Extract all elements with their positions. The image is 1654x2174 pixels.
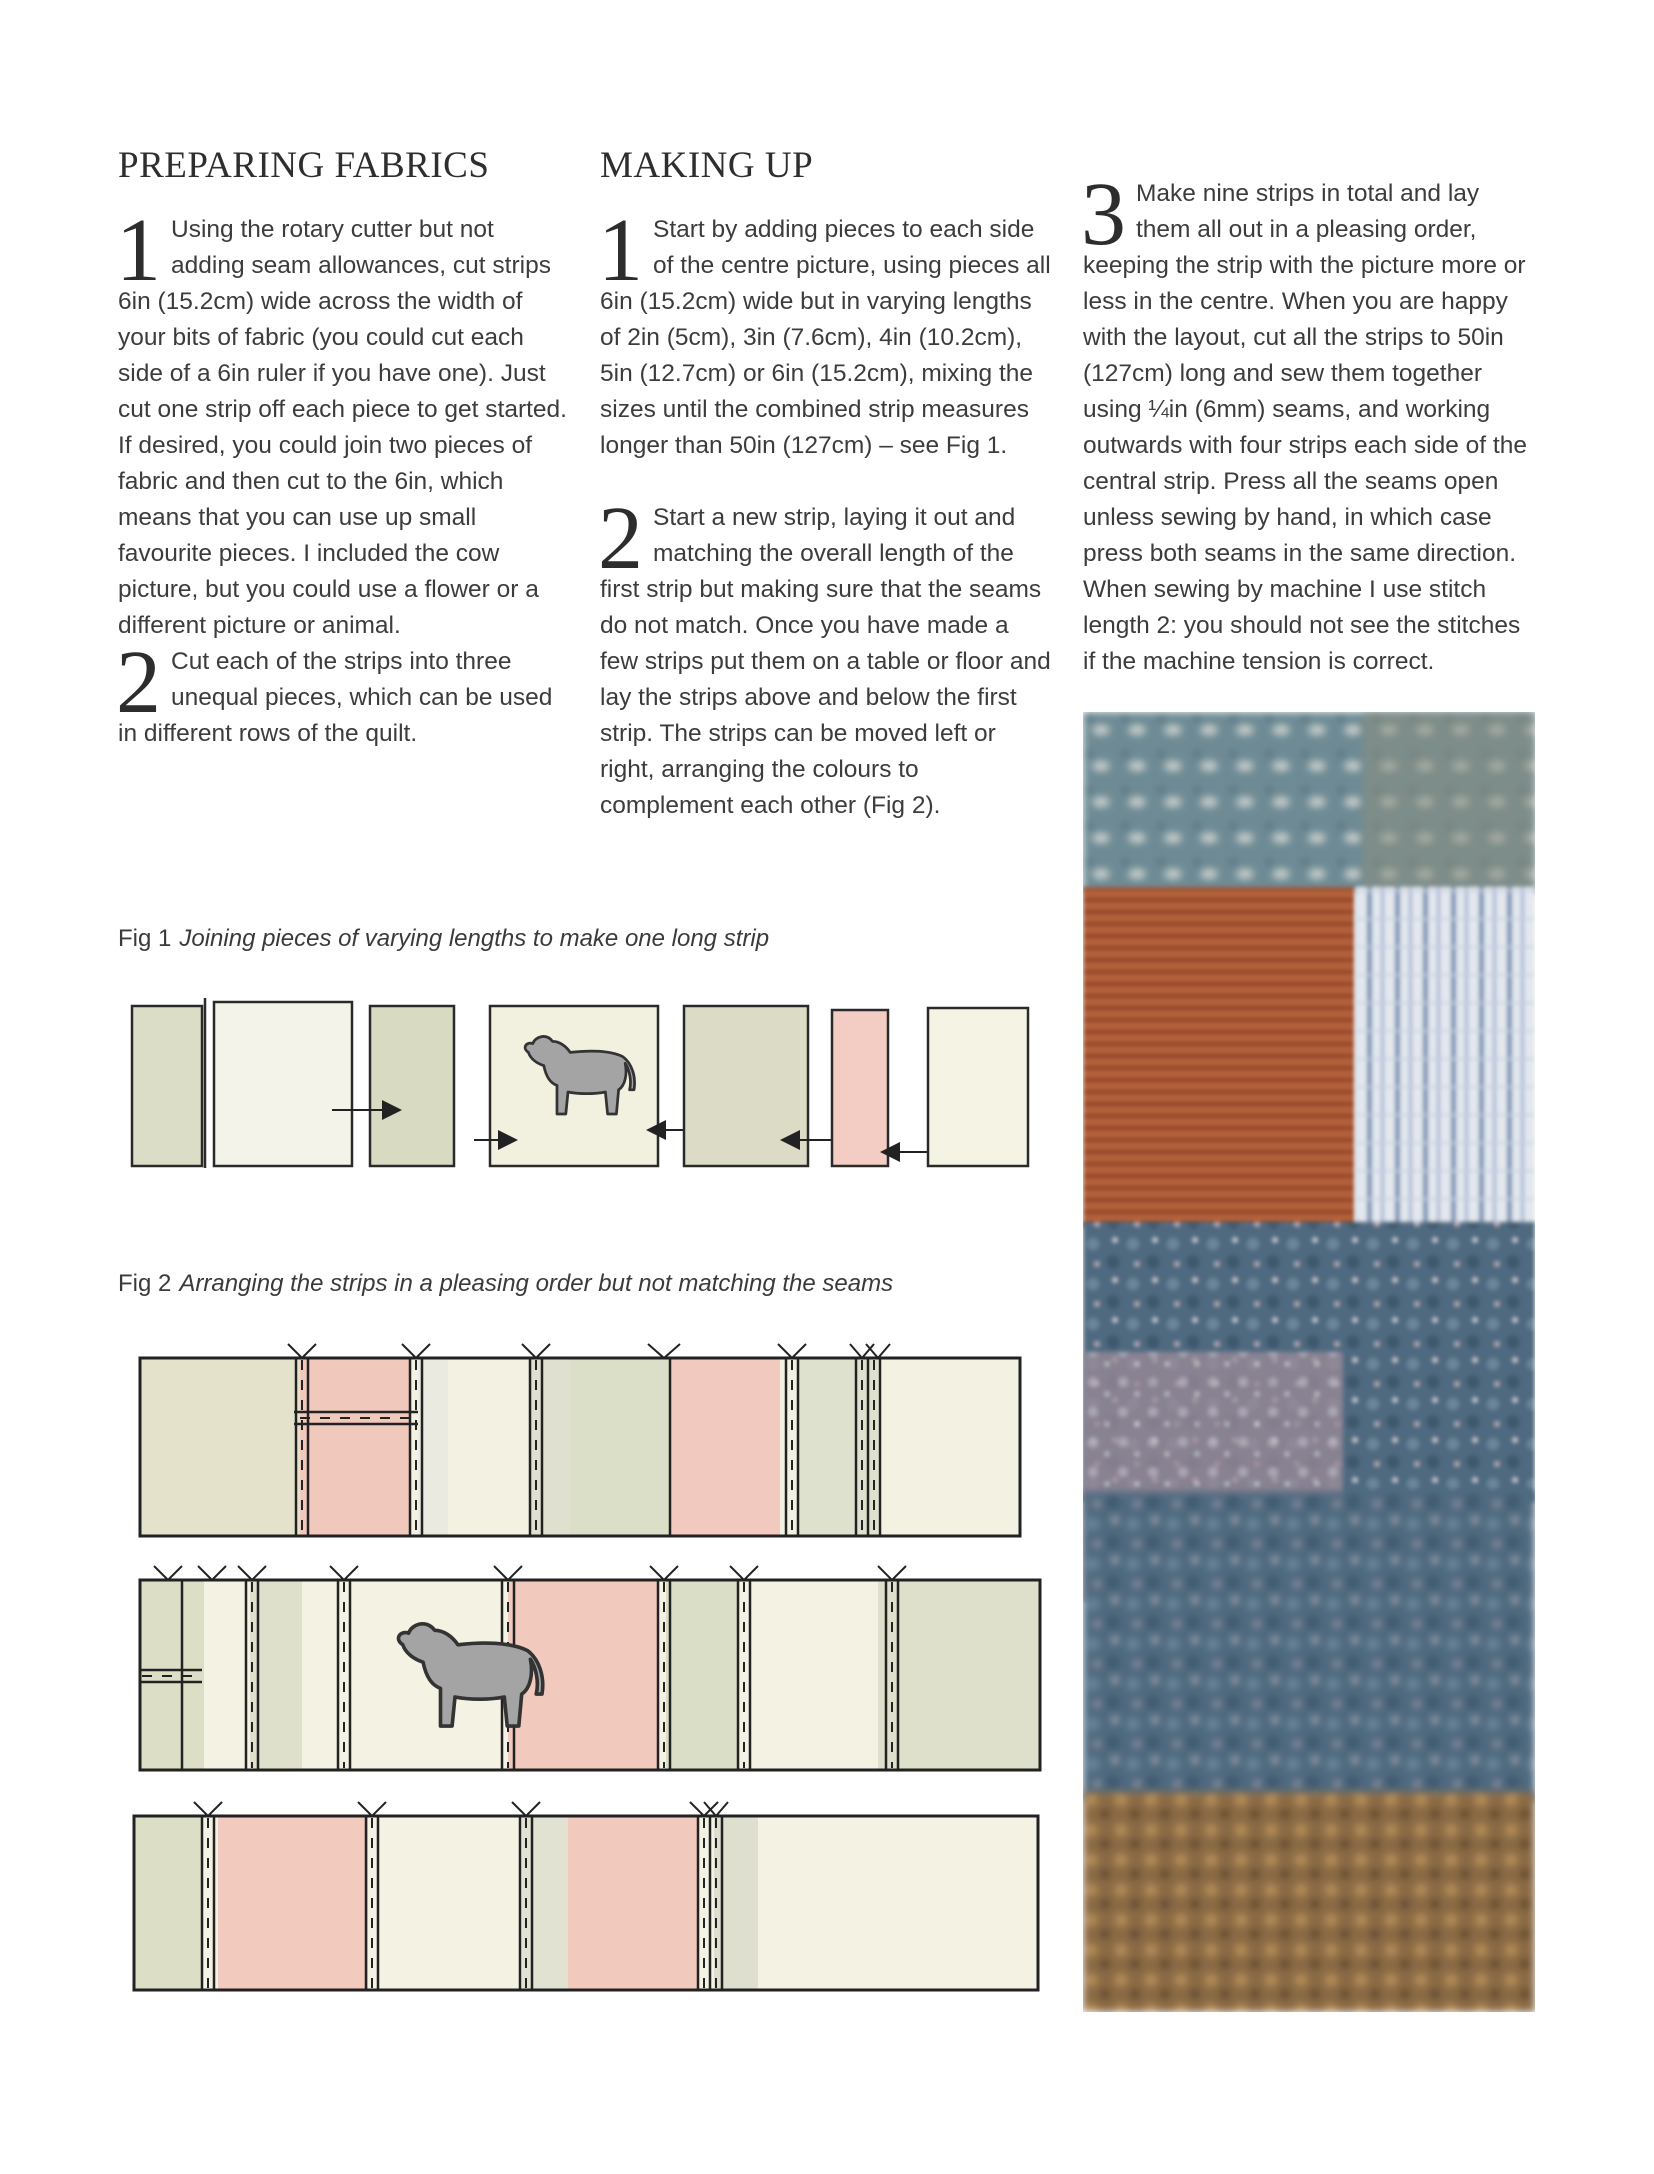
step-text: Cut each of the strips into three unequal pieces, which can be used in different rows of the quilt.: [118, 648, 553, 747]
step-number: 1: [116, 201, 161, 300]
step-number: 2: [598, 489, 643, 588]
heading-making-up: MAKING UP: [600, 145, 814, 186]
fig2-strip-1: [140, 1344, 1020, 1536]
fig1-piece-4: [684, 1006, 808, 1166]
fig2-strip-3: [134, 1802, 1038, 1990]
step-number: 2: [116, 633, 161, 732]
fig2-label: Fig 2: [118, 1270, 172, 1297]
quilt-photo-image: [1083, 712, 1535, 2012]
making-up-step-1: [598, 201, 1052, 464]
making-up-step-3: [1081, 165, 1535, 680]
quilt-patch-rust: [1083, 887, 1355, 1227]
fig1-piece-3: [370, 1006, 454, 1166]
fig2-caption: [118, 1270, 893, 1298]
quilt-patch-brown: [1083, 1792, 1535, 2012]
fig1-label: Fig 1: [118, 925, 172, 952]
step-number: 3: [1081, 165, 1126, 264]
fig1-piece-6: [928, 1008, 1028, 1166]
step-text: Start a new strip, laying it out and matching the overall length of the first strip but making sure that the seams do not match. Once you have made a few strips put them on a table or floor and lay the strips above and below the first strip. The strips can be moved left or right, arranging the colours to complement each other (Fig 2).: [600, 504, 1051, 819]
fig1-piece-1: [132, 1006, 202, 1166]
fig1-piece-2: [214, 1002, 352, 1166]
quilt-photo: [1083, 712, 1535, 2012]
step-text: Make nine strips in total and lay them all out in a pleasing order, keeping the strip with the picture more or less in the centre. When you are happy with the layout, cut all the strips to 50in (127cm) long and sew them together using ¼in (6mm) seams, and working outwards with four strips each side of the central strip. Press all the seams open unless sewing by hand, in which case press both seams in the same direction. When sewing by machine I use stitch length 2: you should not see the stitches if the machine tension is correct.: [1083, 180, 1527, 675]
step-text: Using the rotary cutter but not adding seam allowances, cut strips 6in (15.2cm) wide across the width of your bits of fabric (you could cut each side of a 6in ruler if you have one). Just cut one strip off each piece to get started. If desired, you could join two pieces of fabric and then cut to the 6in, which means that you can use up small favourite pieces. I included the cow picture, but you could use a flower or a different picture or animal.: [118, 216, 567, 639]
fig2-illustration: [118, 1340, 1058, 2000]
fig1-illustration: [118, 990, 1038, 1190]
preparing-step-1: [116, 201, 570, 644]
quilt-patch-ticking: [1355, 887, 1535, 1227]
step-text: Start by adding pieces to each side of the centre picture, using pieces all 6in (15.2cm) wide but in varying lengths of 2in (5cm), 3in (7.6cm), 4in (10.2cm), 5in (12.7cm) or 6in (15.2cm), mixing the sizes until the combined strip measures longer than 50in (127cm) – see Fig 1.: [600, 216, 1051, 459]
fig2-strip-2: [140, 1566, 1040, 1770]
step-number: 1: [598, 201, 643, 300]
fig2-caption-text: Arranging the strips in a pleasing order but not matching the seams: [179, 1270, 894, 1297]
making-up-step-2: [598, 489, 1052, 824]
fig1-caption-text: Joining pieces of varying lengths to make one long strip: [179, 925, 770, 952]
preparing-step-2: [116, 633, 570, 752]
heading-preparing-fabrics: PREPARING FABRICS: [118, 145, 490, 186]
fig1-piece-5: [832, 1010, 888, 1166]
fig1-caption: [118, 925, 769, 953]
